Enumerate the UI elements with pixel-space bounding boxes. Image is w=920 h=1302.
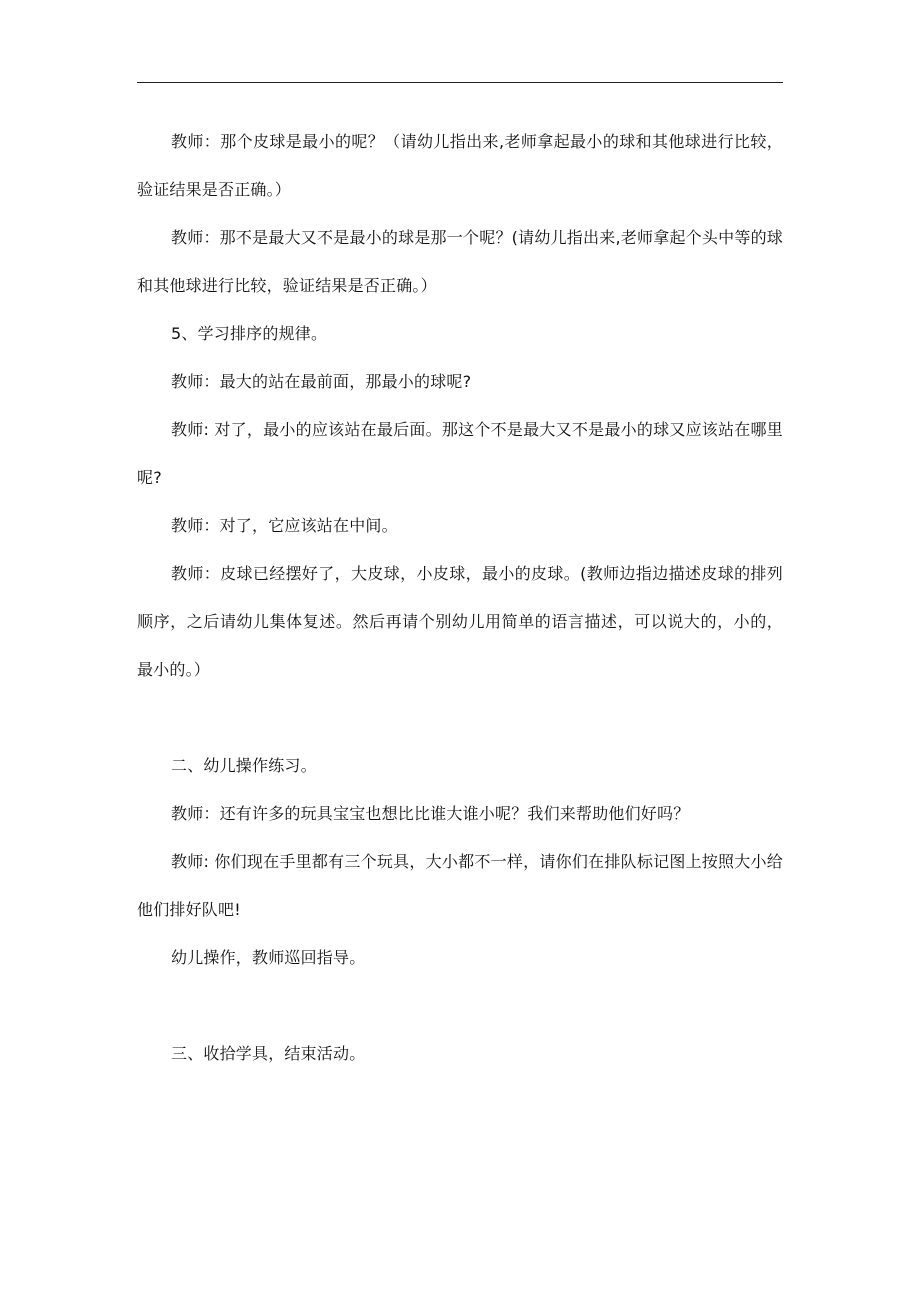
paragraph-middle-ball-question: 教师：那不是最大又不是最小的球是那一个呢？(请幼儿指出来,老师拿起个头中等的球和其他球进行比较，验证结果是否正确。） [137,228,783,295]
paragraph-largest-first: 教师：最大的站在最前面，那最小的球呢? [171,372,472,391]
paragraph-smallest-last: 教师: 对了，最小的应该站在最后面。那这个不是最大又不是最小的球又应该站在哪里呢? [137,420,783,487]
paragraph-smallest-ball-question: 教师：那个皮球是最小的呢？（请幼儿指出来,老师拿起最小的球和其他球进行比较，验证结果是否正确。） [137,132,783,199]
paragraph-arrangement-description: 教师：皮球已经摆好了，大皮球，小皮球，最小的皮球。(教师边指边描述皮球的排列顺序，之后请幼儿集体复述。然后再请个别幼儿用简单的语言描述，可以说大的，小的，最小的。） [137,564,783,679]
paragraph-children-operate: 幼儿操作，教师巡回指导。 [171,948,366,967]
blank-line [137,694,783,742]
document-body [137,118,783,1078]
paragraph-toys-compare: 教师：还有许多的玩具宝宝也想比比谁大谁小呢？我们来帮助他们好吗？ [171,804,690,823]
section-heading-end-activity: 三、收拾学具，结束活动。 [171,1044,366,1063]
paragraph-middle-position: 教师：对了，它应该站在中间。 [171,516,398,535]
blank-line [137,982,783,1030]
paragraph-three-toys-instruction: 教师: 你们现在手里都有三个玩具，大小都不一样，请你们在排队标记图上按照大小给他们排好队吧! [137,852,783,919]
section-heading-ordering-rule: 5、学习排序的规律。 [171,324,328,343]
header-divider [137,82,783,83]
section-heading-practice: 二、幼儿操作练习。 [171,756,317,775]
